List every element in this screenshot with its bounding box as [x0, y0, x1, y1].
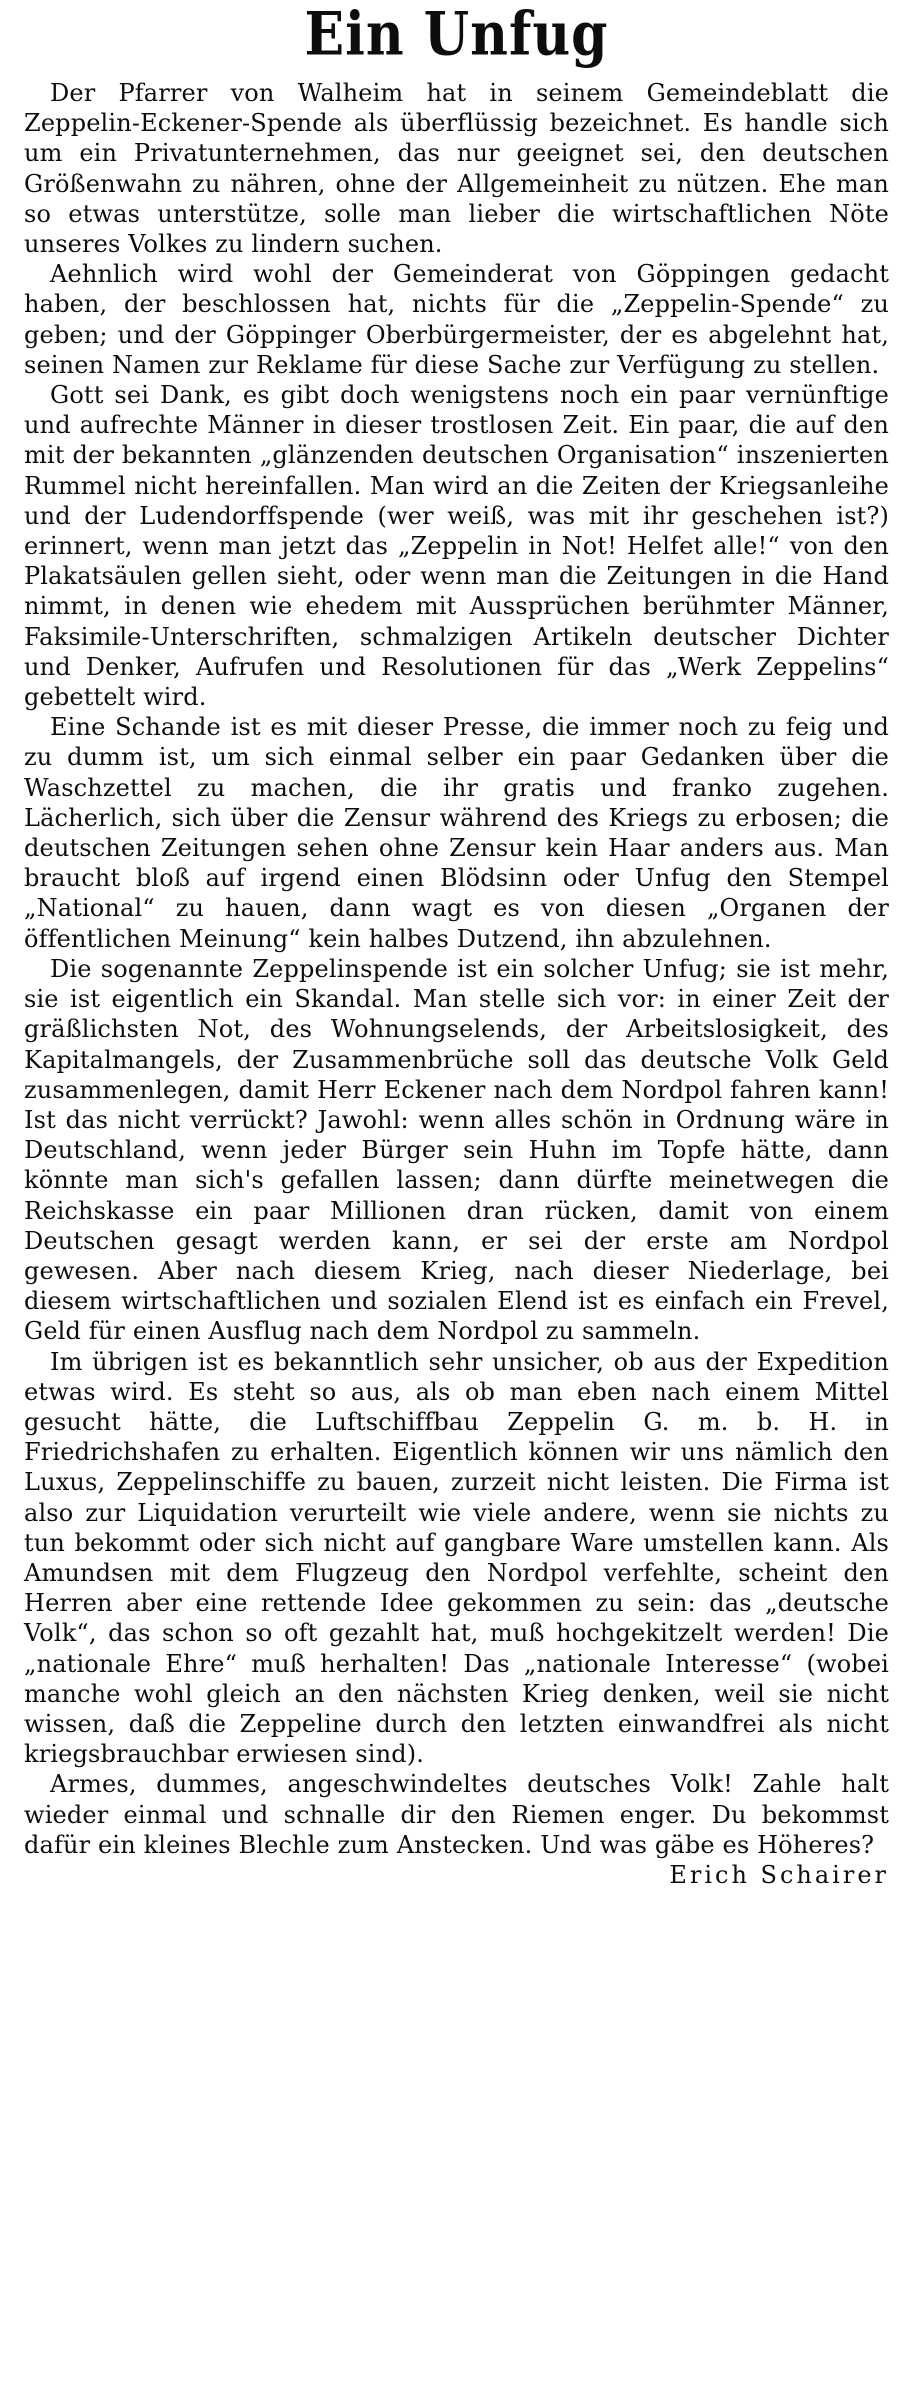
paragraph-4: Eine Schande ist es mit dieser Presse, die immer noch zu feig und zu dumm ist, um sich einmal selber ein paar Gedanken über die Waschzettel zu machen, die ihr gratis und franko zugehen. Lächerlich, sich über die Zensur während des Kriegs zu erbosen; die deutschen Zeitungen sehen ohne Zensur kein Haar anders aus. Man braucht bloß auf irgend einen Blödsinn oder Unfug den Stempel „National“ zu hauen, dann wagt es von diesen „Organen der öffentlichen Meinung“ kein halbes Dutzend, ihn abzulehnen. [24, 713, 889, 953]
author-signature: Erich Schairer [669, 1860, 889, 1889]
article-body [24, 78, 889, 1889]
paragraph-3: Gott sei Dank, es gibt doch wenigstens noch ein paar vernünftige und aufrechte Männer in dieser trostlosen Zeit. Ein paar, die auf den mit der bekannten „glänzenden deutschen Organisation“ inszenierten Rummel nicht hereinfallen. Man wird an die Zeiten der Kriegsanleihe und der Ludendorffspende (wer weiß, was mit ihr geschehen ist?) erinnert, wenn man jetzt das „Zeppelin in Not! Helfet alle!“ von den Plakatsäulen gellen sieht, oder wenn man die Zeitungen in die Hand nimmt, in denen wie ehedem mit Aussprüchen berühmter Männer, Faksimile-Unterschriften, schmalzigen Artikeln deutscher Dichter und Denker, Aufrufen und Resolutionen für das „Werk Zeppelins“ gebettelt wird. [24, 381, 889, 712]
paragraph-1: Der Pfarrer von Walheim hat in seinem Gemeindeblatt die Zeppelin-Eckener-Spende als überflüssig bezeichnet. Es handle sich um ein Privatunternehmen, das nur geeignet sei, den deutschen Größenwahn zu nähren, ohne der Allgemeinheit zu nützen. Ehe man so etwas unterstütze, solle man lieber die wirtschaftlichen Nöte unseres Volkes zu lindern suchen. [24, 79, 889, 259]
paragraph-6: Im übrigen ist es bekanntlich sehr unsicher, ob aus der Expedition etwas wird. Es steht so aus, als ob man eben nach einem Mittel gesucht hätte, die Luftschiffbau Zeppelin G. m. b. H. in Friedrichshafen zu erhalten. Eigentlich können wir uns nämlich den Luxus, Zeppelinschiffe zu bauen, zurzeit nicht leisten. Die Firma ist also zur Liquidation verurteilt wie viele andere, wenn sie nichts zu tun bekommt oder sich nicht auf gangbare Ware umstellen kann. Als Amundsen mit dem Flugzeug den Nordpol verfehlte, scheint den Herren aber eine rettende Idee gekommen zu sein: das „deutsche Volk“, das schon so oft gezahlt hat, muß hochgekitzelt werden! Die „nationale Ehre“ muß herhalten! Das „nationale Interesse“ (wobei manche wohl gleich an den nächsten Krieg denken, weil sie nicht wissen, daß die Zeppeline durch den letzten einwandfrei als nicht kriegsbrauchbar erwiesen sind). [24, 1347, 889, 1769]
paragraph-2: Aehnlich wird wohl der Gemeinderat von Göppingen gedacht haben, der beschlossen hat, nichts für die „Zeppelin-Spende“ zu geben; und der Göppinger Oberbürgermeister, der es abgelehnt hat, seinen Namen zur Reklame für diese Sache zur Verfügung zu stellen. [24, 260, 889, 379]
closing-text: Armes, dummes, angeschwindeltes deutsches Volk! Zahle halt wieder einmal und schnalle dir den Riemen enger. Du bekommst dafür ein kleines Blechle zum Anstecken. Und was gäbe es Höheres? [24, 1770, 889, 1859]
article-title: Ein Unfug [304, 0, 609, 70]
closing-paragraph [24, 1769, 889, 1889]
paragraph-5: Die sogenannte Zeppelinspende ist ein solcher Unfug; sie ist mehr, sie ist eigentlich ein Skandal. Man stelle sich vor: in einer Zeit der gräßlichsten Not, des Wohnungselends, der Arbeitslosigkeit, des Kapitalmangels, der Zusammenbrüche soll das deutsche Volk Geld zusammenlegen, damit Herr Eckener nach dem Nordpol fahren kann! Ist das nicht verrückt? Jawohl: wenn alles schön in Ordnung wäre in Deutschland, wenn jeder Bürger sein Huhn im Topfe hätte, dann könnte man sich's gefallen lassen; dann dürfte meinetwegen die Reichskasse ein paar Millionen dran rücken, damit von einem Deutschen gesagt werden kann, er sei der erste am Nordpol gewesen. Aber nach diesem Krieg, nach dieser Niederlage, bei diesem wirtschaftlichen und sozialen Elend ist es einfach ein Frevel, Geld für einen Ausflug nach dem Nordpol zu sammeln. [24, 954, 889, 1346]
